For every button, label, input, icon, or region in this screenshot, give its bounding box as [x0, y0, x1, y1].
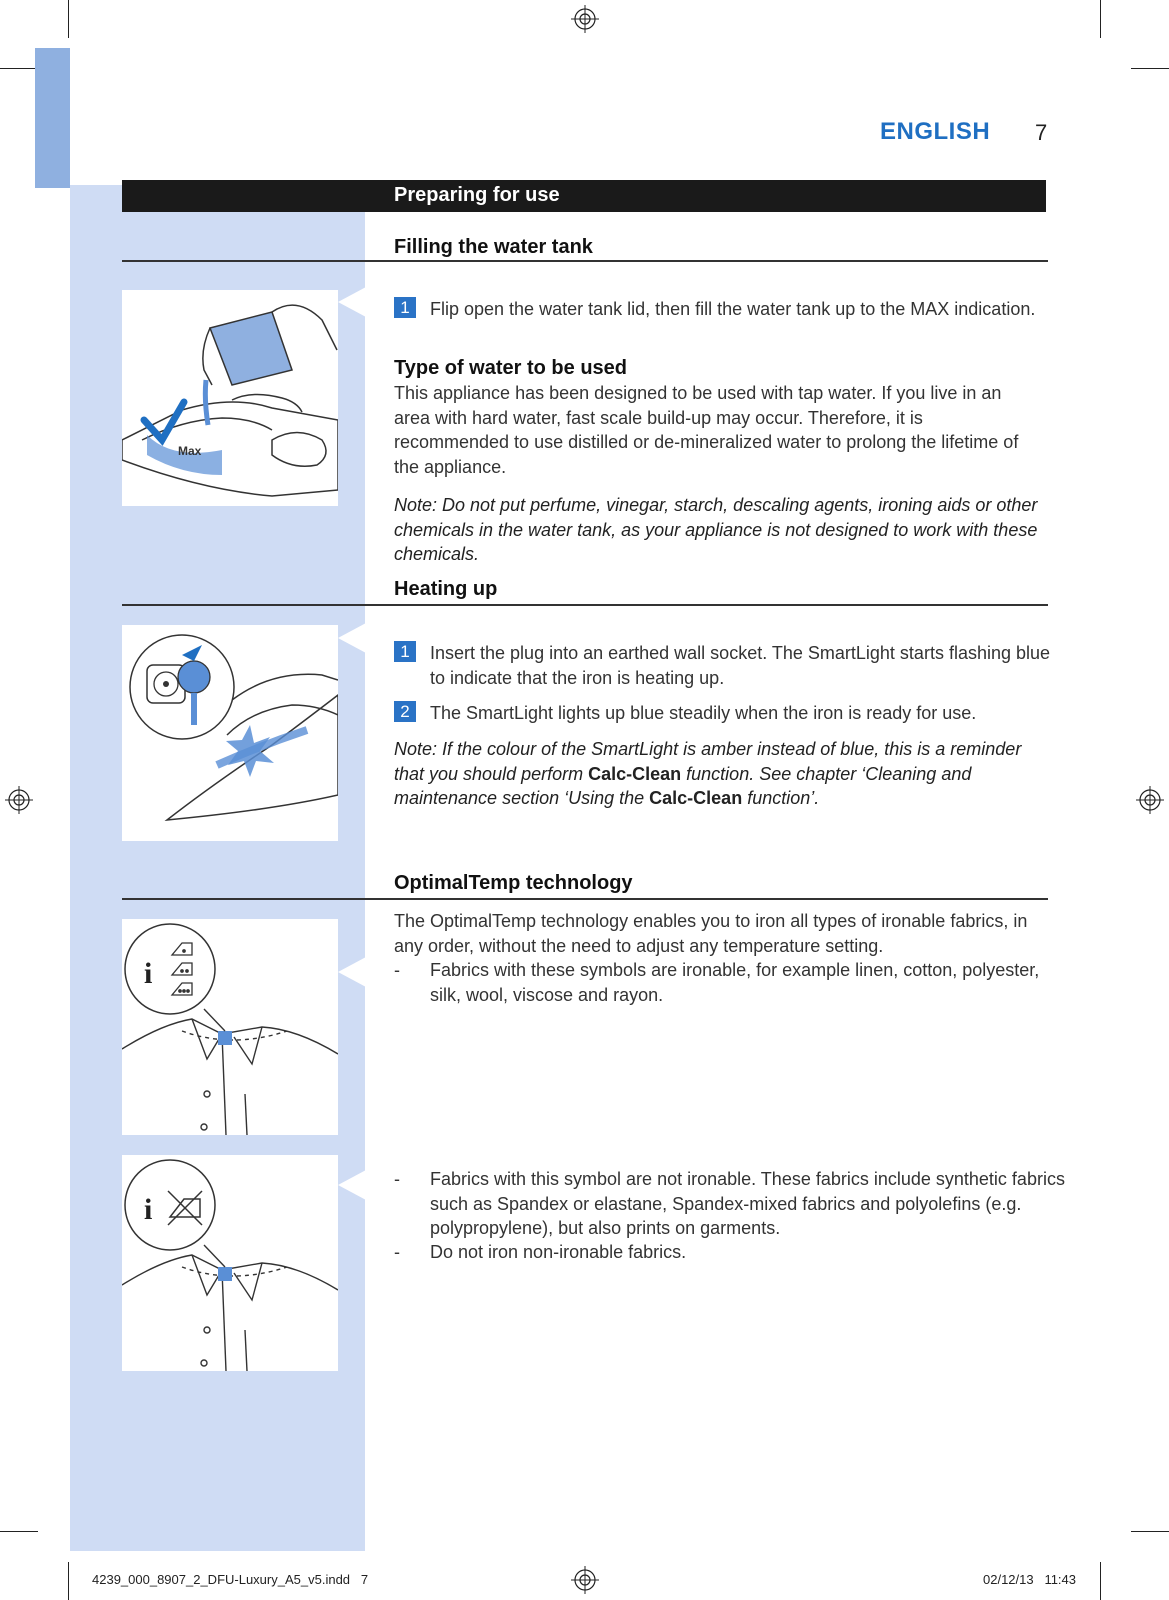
filling-heading: Filling the water tank [394, 236, 593, 258]
heating-step-2 [394, 701, 977, 723]
registration-mark-icon [1136, 786, 1164, 814]
section-divider [122, 898, 1048, 900]
step-number: 1 [394, 297, 416, 318]
note-text: function. See chapter ‘Cleaning and maintenance section ‘Using the [394, 763, 972, 808]
note-bold: Calc-Clean [649, 788, 743, 808]
registration-mark-icon [571, 1566, 599, 1594]
crop-mark [68, 0, 69, 38]
crop-mark [1100, 1562, 1101, 1600]
page-number: 7 [1035, 120, 1048, 145]
side-tab [35, 48, 70, 188]
language-label: ENGLISH [880, 118, 991, 145]
heating-step-1 [394, 641, 1051, 688]
pointer-arrow [338, 623, 366, 653]
bullet-text: Fabrics with this symbol are not ironable. These fabrics include synthetic fabrics such as Spandex or elastane, Spandex-mixed fabrics and polyolefins (e.g. polypropylene), but also prints on garments. [430, 1169, 1065, 1238]
bullet-text: Fabrics with these symbols are ironable, for example linen, cotton, polyester, silk, wool, viscose and rayon. [430, 960, 1040, 1005]
section-title: Preparing for use [394, 184, 560, 206]
pointer-arrow [338, 287, 366, 317]
optimaltemp-intro: The OptimalTemp technology enables you to iron all types of ironable fabrics, in any order, without the need to adjust any temperature setting. [394, 911, 1028, 956]
info-icon: i [144, 1193, 153, 1226]
footer-file-info: 4239_000_8907_2_DFU-Luxury_A5_v5.indd 7 [92, 1572, 369, 1587]
crop-mark [0, 68, 38, 69]
max-label: Max [178, 444, 202, 458]
heating-illustration [122, 625, 338, 841]
crop-mark [1131, 1531, 1169, 1532]
section-divider [122, 604, 1048, 606]
step-text: Flip open the water tank lid, then fill the water tank up to the MAX indication. [430, 299, 1036, 319]
crop-mark [0, 1531, 38, 1532]
section-title-bar [122, 180, 1046, 212]
plug-icon [130, 635, 234, 739]
crop-mark [68, 1562, 69, 1600]
pointer-arrow [338, 957, 366, 987]
filling-illustration [122, 290, 338, 506]
note-bold: Calc-Clean [588, 763, 682, 784]
note-text: Note: If the colour of the SmartLight is amber instead of blue, this is a reminder that you should perform [394, 739, 1022, 784]
step-number: 1 [394, 641, 416, 662]
bullet-mark: - [394, 960, 400, 980]
crop-mark [1100, 0, 1101, 38]
heating-heading: Heating up [394, 578, 498, 600]
filling-step-1 [394, 297, 1036, 319]
crop-mark [1131, 68, 1169, 69]
filling-note: Note: Do not put perfume, vinegar, starch, descaling agents, ironing aids or other chemicals in the water tank, as your appliance is not designed to work with these chemicals. [394, 495, 1038, 564]
heating-note [394, 737, 1034, 811]
water-type-text: This appliance has been designed to be used with tap water. If you live in an area with hard water, fast scale build-up may occur. Therefore, it is recommended to use distilled or de-mineralized water to prolong the lifetime of the appliance. [394, 383, 1019, 477]
optimaltemp-heading: OptimalTemp technology [394, 872, 633, 894]
step-text: Insert the plug into an earthed wall socket. The SmartLight starts flashing blue to indicate that the iron is heating up. [430, 643, 1051, 688]
ironable-shirt-illustration [122, 919, 338, 1135]
bullet-text: Do not iron non-ironable fabrics. [430, 1242, 687, 1262]
registration-mark-icon [571, 5, 599, 33]
section-divider [122, 260, 1048, 262]
info-icon: i [144, 957, 153, 990]
bullet-mark: - [394, 1169, 400, 1189]
pointer-arrow [338, 1170, 366, 1200]
note-text: function’. [742, 788, 820, 808]
footer-date: 02/12/13 11:43 [983, 1572, 1077, 1587]
non-ironable-shirt-illustration [122, 1155, 338, 1371]
step-number: 2 [394, 701, 416, 722]
registration-mark-icon [5, 786, 33, 814]
bullet-mark: - [394, 1242, 400, 1262]
step-text: The SmartLight lights up blue steadily when the iron is ready for use. [430, 703, 977, 723]
water-type-heading: Type of water to be used [394, 357, 627, 379]
